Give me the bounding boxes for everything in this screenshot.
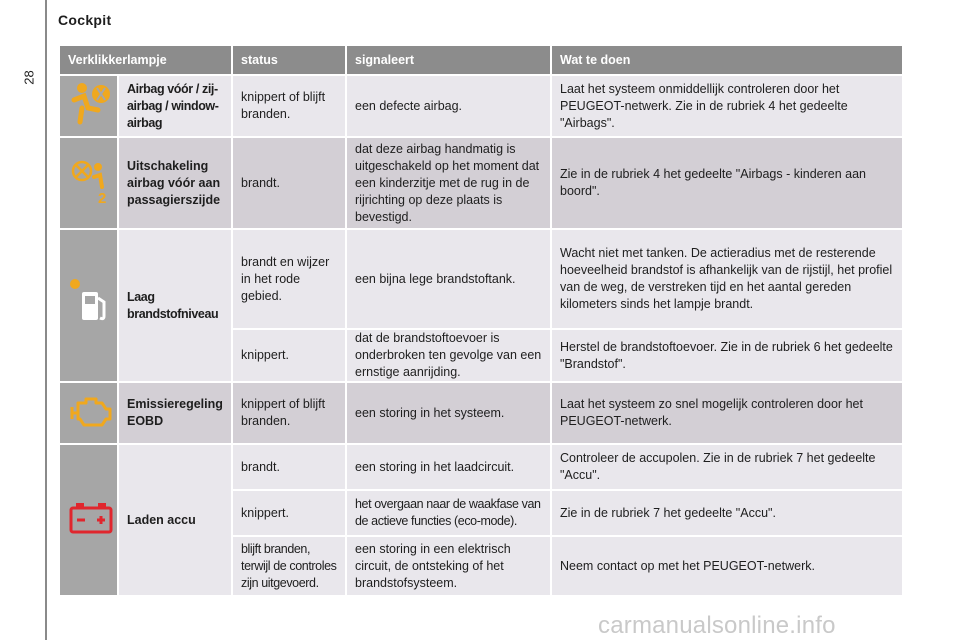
chapter-title: Cockpit: [58, 12, 112, 28]
action-cell: Laat het systeem zo snel mogelijk controleren door het PEUGEOT-netwerk.: [551, 382, 903, 444]
icon-cell: [59, 137, 118, 229]
passenger-airbag-off-icon: [68, 157, 112, 210]
light-name: Uitschakeling airbag vóór aan passagierszijde: [118, 137, 232, 229]
icon-cell: [59, 75, 118, 137]
light-name: Laden accu: [118, 444, 232, 596]
status-cell: knippert of blijft branden.: [232, 382, 346, 444]
action-cell: Wacht niet met tanken. De actieradius met de resterende hoeveelheid brandstof is afhankelijk van de rijstijl, het profiel van de weg, de verstreken tijd en het aantal gereden kilometers sinds het lampje brandt.: [551, 229, 903, 329]
icon-cell: [59, 444, 118, 596]
action-cell: Controleer de accupolen. Zie in de rubriek 7 het gedeelte "Accu".: [551, 444, 903, 490]
light-name: Laag brandstofniveau: [118, 229, 232, 382]
action-cell: Neem contact op met het PEUGEOT-netwerk.: [551, 536, 903, 596]
status-cell: brandt.: [232, 444, 346, 490]
engine-check-icon: [68, 391, 114, 436]
signals-cell: een storing in het laadcircuit.: [346, 444, 551, 490]
signals-cell: een bijna lege brandstoftank.: [346, 229, 551, 329]
table-row: [59, 444, 903, 490]
action-cell: Zie in de rubriek 4 het gedeelte "Airbags - kinderen aan boord".: [551, 137, 903, 229]
status-cell: blijft branden, terwijl de controles zijn uitgevoerd.: [232, 536, 346, 596]
battery-icon: [68, 501, 114, 540]
table-row: [59, 382, 903, 444]
table-row: [59, 137, 903, 229]
status-cell: brandt en wijzer in het rode gebied.: [232, 229, 346, 329]
margin-rule: [45, 0, 47, 640]
status-cell: brandt.: [232, 137, 346, 229]
signals-cell: een storing in het systeem.: [346, 382, 551, 444]
header-wat-te-doen: Wat te doen: [551, 45, 903, 75]
action-cell: Laat het systeem onmiddellijk controleren door het PEUGEOT-netwerk. Zie in de rubriek 4 het gedeelte "Airbags".: [551, 75, 903, 137]
signals-cell: een storing in een elektrisch circuit, de ontsteking of het brandstofsysteem.: [346, 536, 551, 596]
light-name: Emissieregeling EOBD: [118, 382, 232, 444]
icon-cell: [59, 382, 118, 444]
header-signaleert: signaleert: [346, 45, 551, 75]
watermark: carmanualsonline.info: [598, 612, 836, 639]
signals-cell: dat deze airbag handmatig is uitgeschakeld op het moment dat een kinderzitje met de rug in de rijrichting op deze plaats is bevestigd.: [346, 137, 551, 229]
warning-lights-table: [58, 44, 904, 597]
svg-text:2: 2: [98, 189, 107, 205]
table-row: [59, 75, 903, 137]
table-header-row: [59, 45, 903, 75]
signals-cell: het overgaan naar de waakfase van de actieve functies (eco-mode).: [346, 490, 551, 536]
status-cell: knippert.: [232, 490, 346, 536]
header-status: status: [232, 45, 346, 75]
fuel-level-icon: [68, 278, 114, 333]
status-cell: knippert of blijft branden.: [232, 75, 346, 137]
header-verklikkerlampje: Verklikkerlampje: [59, 45, 232, 75]
status-cell: knippert.: [232, 329, 346, 382]
action-cell: Zie in de rubriek 7 het gedeelte "Accu".: [551, 490, 903, 536]
signals-cell: dat de brandstoftoevoer is onderbroken ten gevolge van een ernstige aanrijding.: [346, 329, 551, 382]
icon-cell: [59, 229, 118, 382]
page-number: 28: [21, 70, 37, 85]
action-cell: Herstel de brandstoftoevoer. Zie in de rubriek 6 het gedeelte "Brandstof".: [551, 329, 903, 382]
light-name: Airbag vóór / zij-airbag / window-airbag: [118, 75, 232, 137]
airbag-warning-icon: [68, 80, 112, 133]
signals-cell: een defecte airbag.: [346, 75, 551, 137]
table-row: [59, 229, 903, 329]
